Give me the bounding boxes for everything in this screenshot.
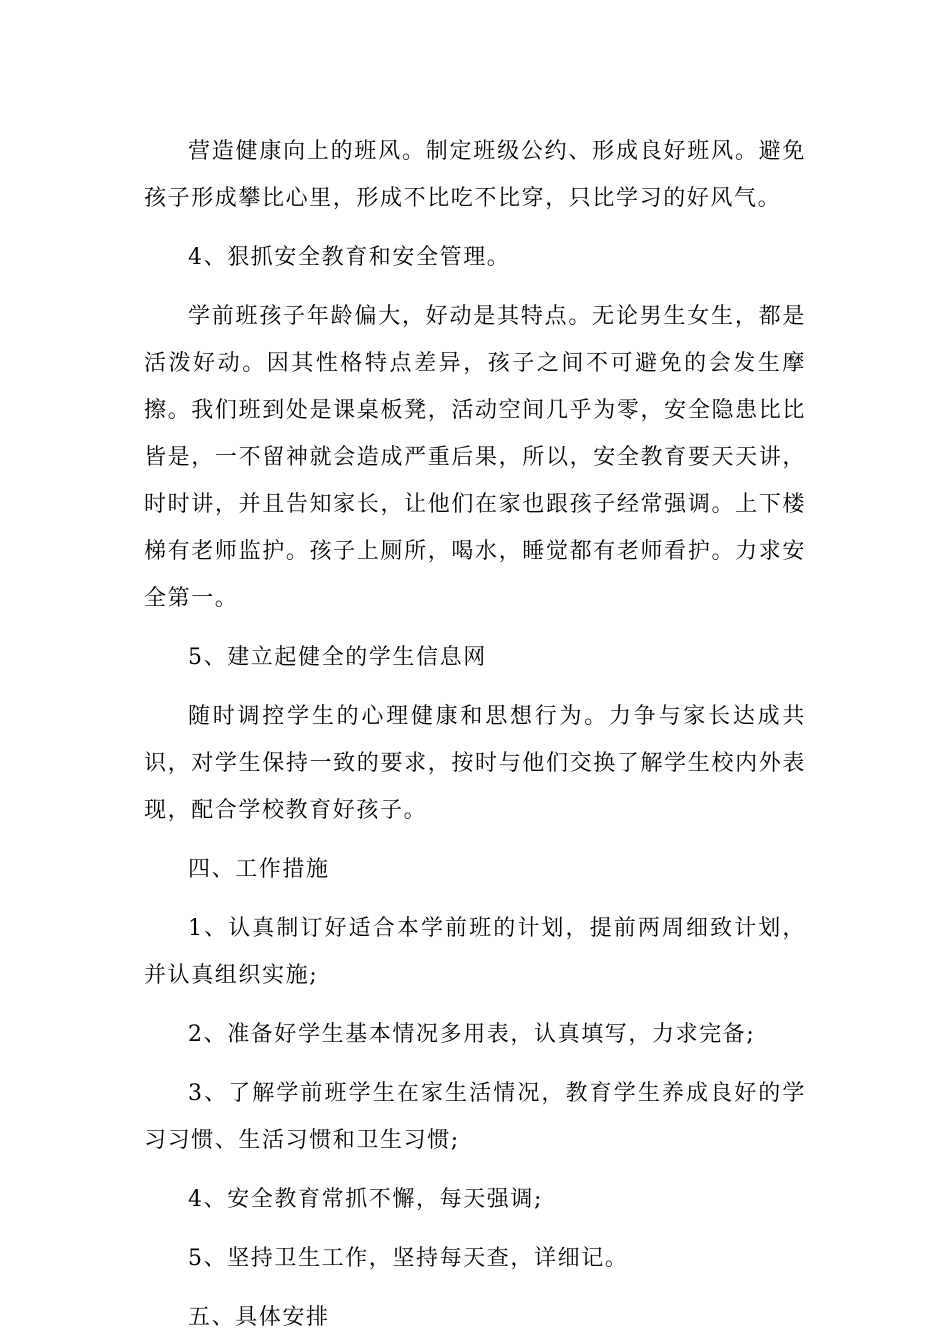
measure-item-5: 5、坚持卫生工作，坚持每天查，详细记。 [188,1246,629,1271]
measure-item-3: 3、了解学前班学生在家生活情况，教育学生养成良好的学习习惯、生活习惯和卫生习惯; [144,1081,806,1153]
measure-item-1: 1、认真制订好适合本学前班的计划，提前两周细致计划，并认真组织实施; [144,916,806,988]
section-heading-specific-arrangement: 五、具体安排 [188,1305,330,1330]
paragraph-student-info-details: 随时调控学生的心理健康和思想行为。力争与家长达成共识，对学生保持一致的要求，按时与他们交换了解学生校内外表现，配合学校教育好孩子。 [144,704,806,823]
heading-safety-education: 4、狠抓安全教育和安全管理。 [188,245,511,270]
measure-item-4: 4、安全教育常抓不懈，每天强调; [188,1187,544,1212]
measure-item-2: 2、准备好学生基本情况多用表，认真填写，力求完备; [188,1022,756,1047]
heading-student-info-network: 5、建立起健全的学生信息网 [188,645,487,670]
document-body [144,128,806,1341]
paragraph-class-atmosphere: 营造健康向上的班风。制定班级公约、形成良好班风。避免孩子形成攀比心里，形成不比吃不比穿，只比学习的好风气。 [144,139,806,211]
paragraph-safety-details: 学前班孩子年龄偏大，好动是其特点。无论男生女生，都是活泼好动。因其性格特点差异，孩子之间不可避免的会发生摩擦。我们班到处是课桌板凳，活动空间几乎为零，安全隐患比比皆是，一不留神就会造成严重后果，所以，安全教育要天天讲，时时讲，并且告知家长，让他们在家也跟孩子经常强调。上下楼梯有老师监护。孩子上厕所，喝水，睡觉都有老师看护。力求安全第一。 [144,304,806,611]
section-heading-work-measures: 四、工作措施 [188,857,330,882]
